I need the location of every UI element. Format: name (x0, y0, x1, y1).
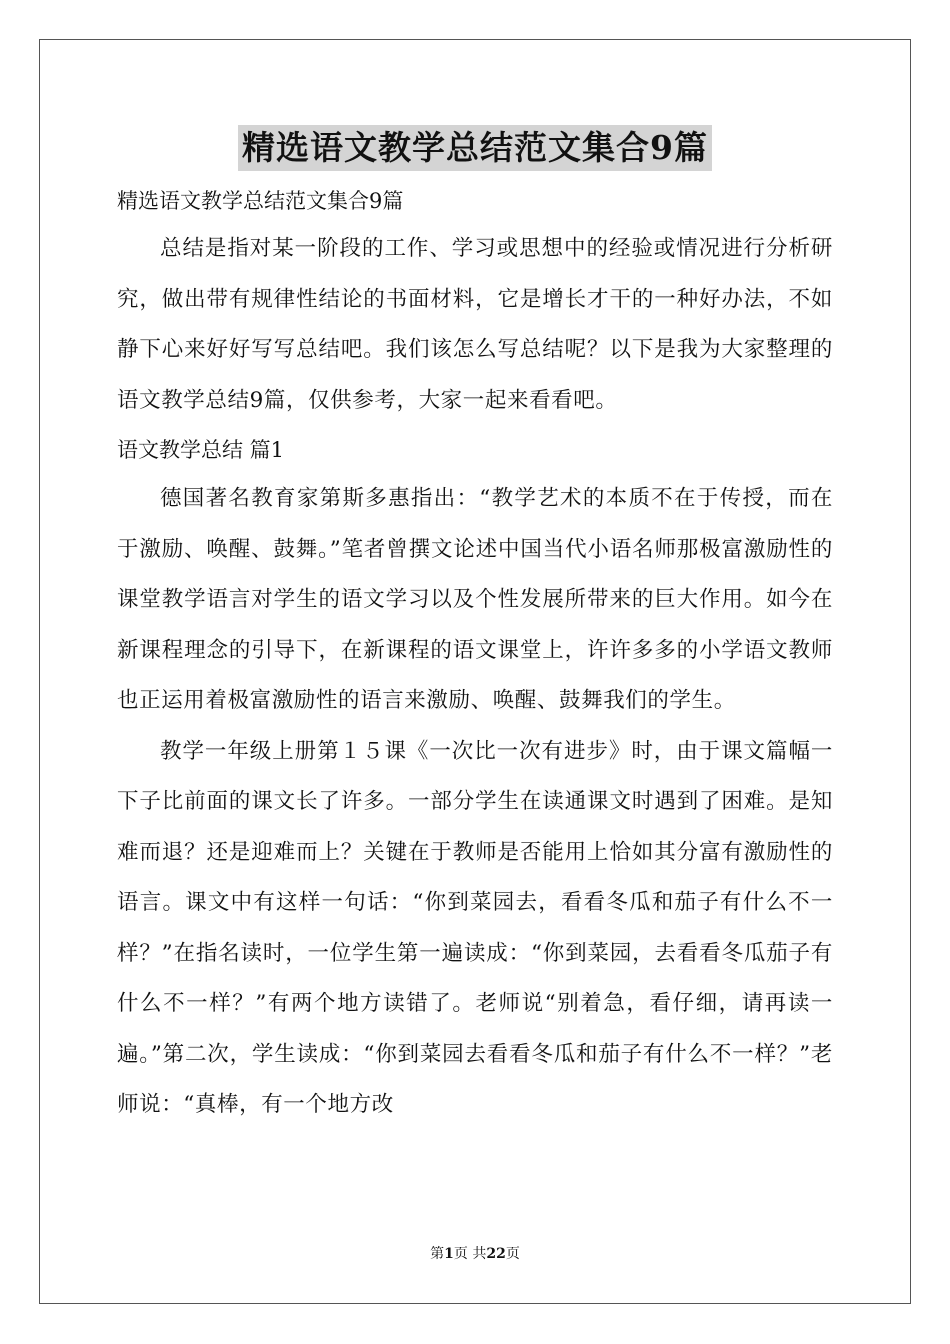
footer-suffix: 页 (505, 1246, 520, 1262)
footer-prefix: 第 (430, 1246, 445, 1262)
document-subtitle: 精选语文教学总结范文集合9篇 (117, 189, 404, 213)
document-title: 精选语文教学总结范文集合9篇 (238, 125, 712, 171)
page-footer (0, 1244, 950, 1264)
title-container (0, 125, 950, 171)
body-paragraph-1: 德国著名教育家第斯多惠指出：“教学艺术的本质不在于传授，而在于激励、唤醒、鼓舞。”笔者曾撰文论述中国当代小语名师那极富激励性的课堂教学语言对学生的语文学习以及个性发展所带来的巨大作用。如今在新课程理念的引导下，在新课程的语文课堂上，许许多多的小学语文教师也正运用着极富激励性的语言来激励、唤醒、鼓舞我们的学生。 (117, 486, 833, 713)
intro-paragraph: 总结是指对某一阶段的工作、学习或思想中的经验或情况进行分析研究，做出带有规律性结论的书面材料，它是增长才干的一种好办法，不如静下心来好好写写总结吧。我们该怎么写总结呢？以下是我为大家整理的语文教学总结9篇，仅供参考，大家一起来看看吧。 (117, 236, 833, 413)
body-paragraph-2: 教学一年级上册第１５课《一次比一次有进步》时，由于课文篇幅一下子比前面的课文长了许多。一部分学生在读通课文时遇到了困难。是知难而退？还是迎难而上？关键在于教师是否能用上恰如其分富有激励性的语言。课文中有这样一句话：“你到菜园去，看看冬瓜和茄子有什么不一样？”在指名读时，一位学生第一遍读成：“你到菜园，去看看冬瓜茄子有什么不一样？”有两个地方读错了。老师说“别着急，看仔细，请再读一遍。”第二次，学生读成：“你到菜园去看看冬瓜和茄子有什么不一样？”老师说：“真棒，有一个地方改 (117, 738, 833, 1117)
footer-total-pages: 22 (486, 1246, 506, 1262)
section-heading: 语文教学总结 篇1 (117, 438, 285, 462)
footer-page-number: 1 (444, 1246, 454, 1262)
document-body (117, 178, 833, 1131)
footer-middle: 页 共 (453, 1246, 487, 1262)
